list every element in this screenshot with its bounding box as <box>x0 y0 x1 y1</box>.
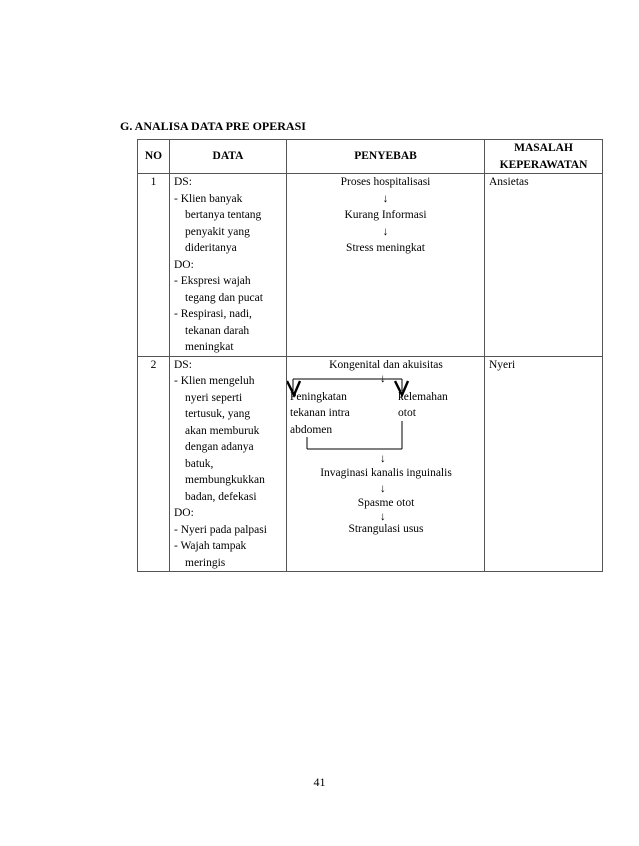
ds-item: - Klien banyak bertanya tentang penyakit yang dideritanya <box>174 192 262 254</box>
masalah-cell: Ansietas <box>485 174 603 357</box>
data-cell <box>170 174 287 357</box>
down-arrow-icon: ↓ <box>382 225 389 238</box>
ds-label: DS: <box>174 176 192 188</box>
cause-diagram <box>287 357 484 535</box>
header-masalah-line2: KEPERAWATAN <box>499 158 588 171</box>
analysis-table <box>137 139 603 572</box>
row-number: 2 <box>138 356 170 572</box>
table-header-row <box>138 140 603 174</box>
do-item: - Ekspresi wajah tegang dan pucat <box>174 275 263 304</box>
header-penyebab: PENYEBAB <box>287 140 485 174</box>
down-arrow-icon: ↓ <box>382 192 389 205</box>
cause-step: Stress meningkat <box>346 242 425 254</box>
down-arrow-icon: ↓ <box>380 372 386 385</box>
cause-step: Invaginasi kanalis inguinalis <box>320 466 452 479</box>
penyebab-cell <box>287 174 485 357</box>
page-number: 41 <box>313 775 326 789</box>
do-item: - Wajah tampak meringis <box>174 540 247 569</box>
down-arrow-icon: ↓ <box>380 482 386 495</box>
header-no: NO <box>138 140 170 174</box>
header-data: DATA <box>170 140 287 174</box>
cause-step: Strangulasi usus <box>348 522 424 535</box>
cause-left-branch: Peningkatan tekanan intra abdomen <box>290 390 350 436</box>
row-number: 1 <box>138 174 170 357</box>
header-masalah <box>485 140 603 174</box>
section-title: G. ANALISA DATA PRE OPERASI <box>120 119 306 133</box>
do-item: - Respirasi, nadi, tekanan darah meningkat <box>174 308 252 353</box>
cause-step: Kurang Informasi <box>344 209 427 221</box>
cause-top: Kongenital dan akuisitas <box>329 358 443 371</box>
penyebab-cell <box>287 356 485 572</box>
table-row <box>138 356 603 572</box>
do-label: DO: <box>174 258 194 271</box>
cause-step: Spasme otot <box>357 496 415 509</box>
do-item: - Nyeri pada palpasi <box>174 523 267 536</box>
cause-right-branch: kelemahan otot <box>398 390 448 419</box>
cause-step: Proses hospitalisasi <box>340 176 431 188</box>
masalah-cell: Nyeri <box>485 356 603 572</box>
table-row <box>138 174 603 357</box>
data-cell <box>170 356 287 572</box>
header-masalah-line1: MASALAH <box>514 142 573 154</box>
down-arrow-icon: ↓ <box>380 510 386 523</box>
ds-label: DS: <box>174 358 192 371</box>
down-arrow-icon: ↓ <box>380 452 386 465</box>
do-label: DO: <box>174 507 194 519</box>
ds-item: - Klien mengeluh nyeri seperti tertusuk, yang akan memburuk dengan adanya batuk, membungkukkan badan, defekasi <box>174 375 265 503</box>
